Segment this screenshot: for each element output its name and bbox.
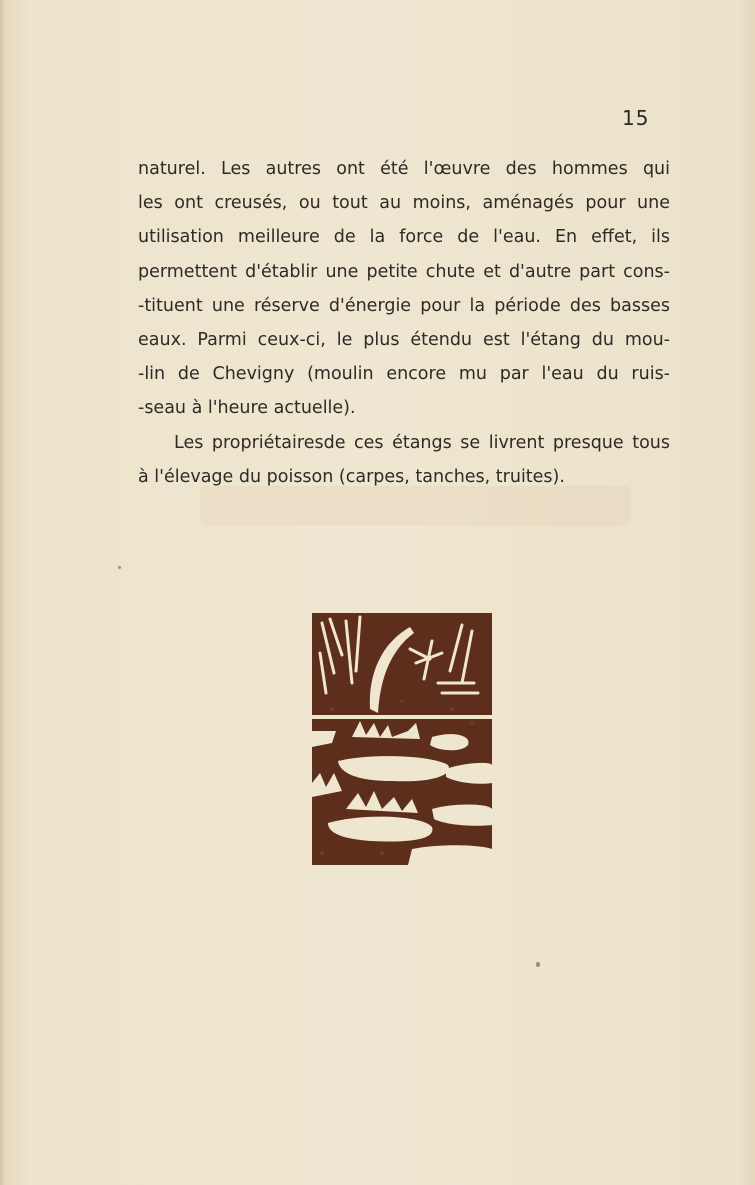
text-line: utilisation meilleure de la force de l'eau. En effet, ils [138,227,670,248]
text-line: naturel. Les autres ont été l'œuvre des hommes qui [138,159,670,179]
paper-speck [118,566,121,569]
woodcut-pond-illustration [312,613,492,865]
text-line: -lin de Chevigny (moulin encore mu par l'eau du ruis- [138,364,670,385]
body-text [138,152,670,494]
paper-speck [536,962,540,967]
text-line: à l'élevage du poisson (carpes, tanches, truites). [138,466,565,487]
paragraph-start-line: Les propriétairesde ces étangs se livrent presque tous [174,432,670,453]
page-binding-edge [0,0,6,1185]
text-line: les ont creusés, ou tout au moins, aménagés pour une [138,193,670,214]
text-line: -seau à l'heure actuelle). [138,398,356,419]
page-number: 15 [622,106,650,130]
text-line: eaux. Parmi ceux-ci, le plus étendu est l'étang du mou- [138,329,670,350]
text-line: permettent d'établir une petite chute et d'autre part cons- [138,261,670,282]
text-line: -tituent une réserve d'énergie pour la période des basses [138,295,670,316]
